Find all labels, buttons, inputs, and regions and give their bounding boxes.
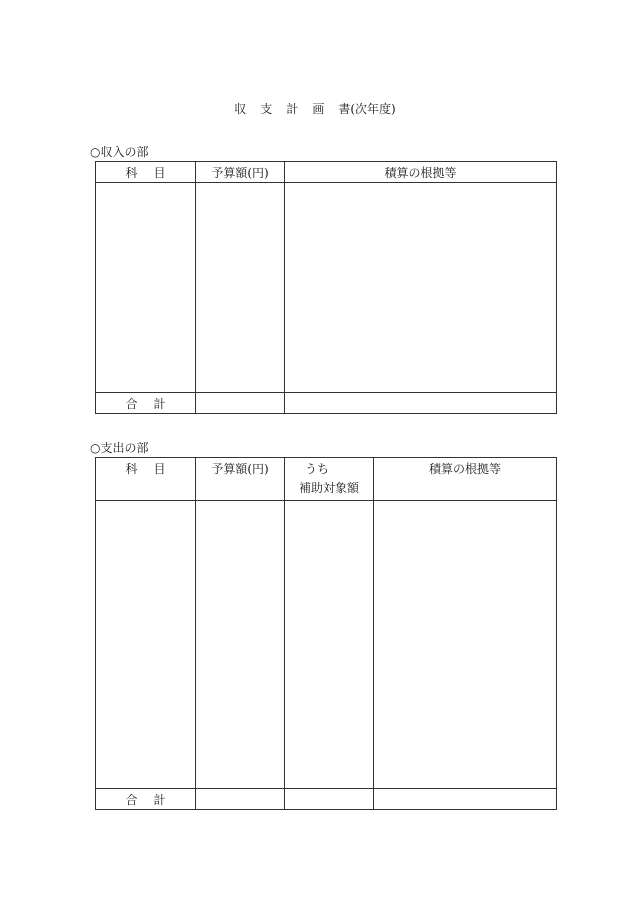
title-char-5: 書(次年度) [338,102,396,116]
income-header-subject-a: 科 [125,166,138,180]
expense-budget-cell[interactable] [196,501,285,789]
income-total-basis-cell[interactable] [285,393,557,414]
expense-total-a: 合 [125,792,138,807]
expense-header-row [96,458,557,501]
expense-header-basis: 積算の根拠等 [374,458,557,501]
income-header-basis: 積算の根拠等 [285,162,557,183]
income-total-budget-cell[interactable] [196,393,285,414]
document-title [0,100,630,117]
income-section-label: ○収入の部 [90,145,149,159]
expense-header-subject-b: 目 [153,462,166,476]
expense-total-row [96,789,557,810]
expense-table [95,457,557,810]
expense-section-label: ○支出の部 [90,441,149,455]
title-char-2: 支 [260,102,273,116]
expense-total-budget-cell[interactable] [196,789,285,810]
expense-header-budget: 予算額(円) [196,458,285,501]
expense-total-label [96,789,196,810]
income-total-label [96,393,196,414]
expense-subsidy-cell[interactable] [285,501,374,789]
expense-header-subject-a: 科 [125,462,138,476]
title-char-1: 収 [234,102,247,116]
expense-header-subsidy [285,458,374,501]
income-budget-cell[interactable] [196,183,285,393]
expense-basis-cell[interactable] [374,501,557,789]
title-char-3: 計 [286,102,299,116]
expense-header-subsidy-line1: うち [305,462,330,476]
income-total-b: 計 [153,396,166,411]
income-table [95,161,557,414]
expense-subject-cell[interactable] [96,501,196,789]
expense-header-subject [96,458,196,501]
income-header-subject-b: 目 [153,166,166,180]
income-total-a: 合 [125,396,138,411]
expense-body-row [96,501,557,789]
expense-total-subsidy-cell[interactable] [285,789,374,810]
expense-header-subsidy-line2: 補助対象額 [298,481,359,495]
income-basis-cell[interactable] [285,183,557,393]
income-total-row [96,393,557,414]
title-char-4: 画 [312,102,325,116]
income-body-row [96,183,557,393]
income-header-row [96,162,557,183]
income-header-budget: 予算額(円) [196,162,285,183]
expense-total-b: 計 [153,792,166,807]
income-header-subject [96,162,196,183]
income-subject-cell[interactable] [96,183,196,393]
expense-total-basis-cell[interactable] [374,789,557,810]
